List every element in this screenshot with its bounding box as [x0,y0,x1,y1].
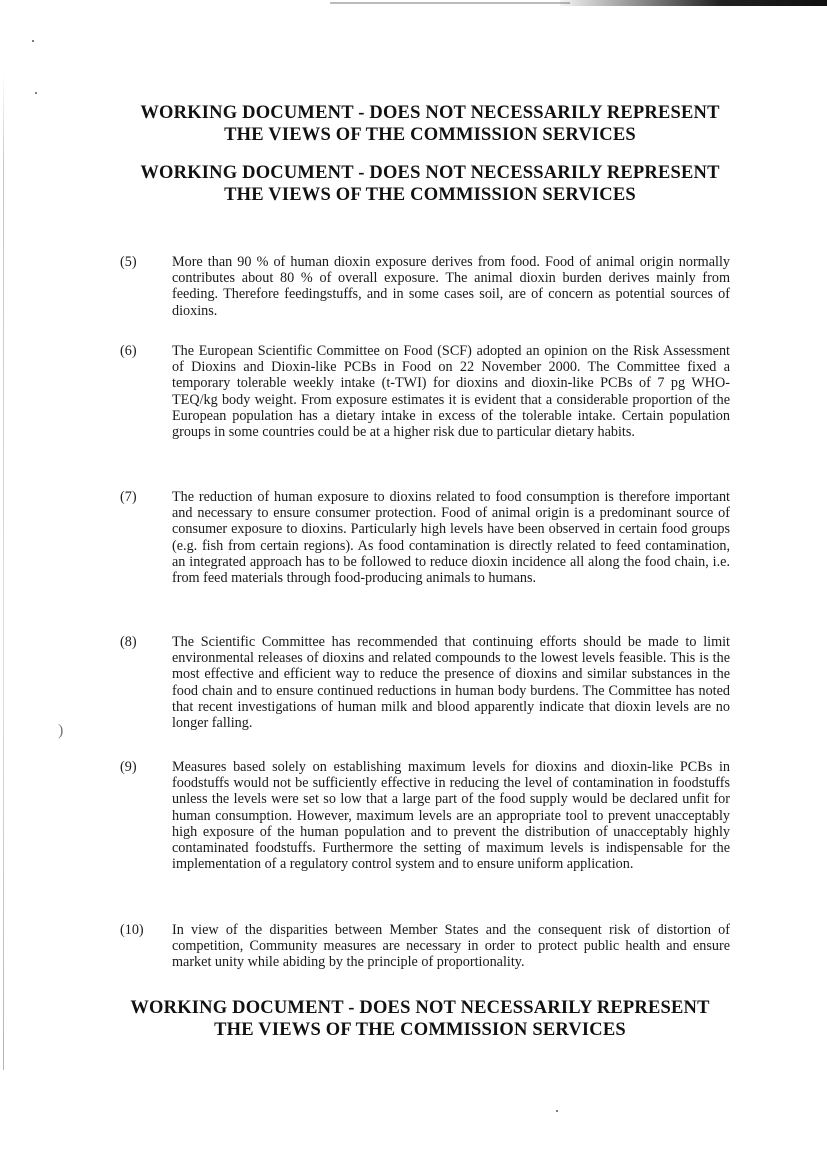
paragraph-number: (6) [120,343,137,359]
banner-line: THE VIEWS OF THE COMMISSION SERVICES [224,125,636,145]
banner-line: WORKING DOCUMENT - DOES NOT NECESSARILY REPRESENT [140,163,720,183]
paragraph-number: (5) [120,254,137,270]
paragraph-text: The Scientific Committee has recommended that continuing efforts should be made to limit environmental releases of dioxins and related compounds to the lowest levels feasible. This is the most effective and efficient way to reduce the presence of dioxins and similar substances in the food chain and to ensure continued reductions in human body burdens. The Committee has noted that recent investigations of human milk and blood apparently indicate that dioxin levels are no longer falling. [172,634,730,732]
scan-speck [32,40,34,42]
scan-speck [35,92,37,94]
header-banner-2 [100,162,760,206]
paragraph-text: Measures based solely on establishing maximum levels for dioxins and dioxin-like PCBs in foodstuffs would not be sufficiently effective in reducing the level of contamination in foodstuffs unless the levels were set so low that a large part of the food supply would be declared unfit for human consumption. However, maximum levels are an appropriate tool to prevent unacceptably high exposure of the human population and to prevent the distribution of unacceptably highly contaminated foodstuffs. Furthermore the setting of maximum levels is indispensable for the implementation of a regulatory control system and to ensure uniform application. [172,759,730,873]
paragraph-9 [120,759,730,872]
paragraph-10 [120,922,730,971]
banner-line: THE VIEWS OF THE COMMISSION SERVICES [214,1020,626,1040]
footer-banner [90,997,750,1041]
paragraph-text: The European Scientific Committee on Food (SCF) adopted an opinion on the Risk Assessment of Dioxins and Dioxin-like PCBs in Food on 22 November 2000. The Committee fixed a temporary tolerable weekly intake (t-TWI) for dioxins and dioxin-like PCBs of 7 pg WHO-TEQ/kg body weight. From exposure estimates it is evident that a considerable proportion of the European population has a dietary intake in excess of the tolerable intake. Certain population groups in some countries could be at a higher risk due to particular dietary habits. [172,343,730,441]
paragraph-number: (7) [120,489,137,505]
scan-artifact-edge [3,70,4,1070]
paragraph-number: (8) [120,634,137,650]
paragraph-text: The reduction of human exposure to dioxins related to food consumption is therefore important and necessary to ensure consumer protection. Food of animal origin is a predominant source of consumer exposure to dioxins. Particularly high levels have been observed in certain food groups (e.g. fish from certain regions). As food contamination is directly related to feed contamination, an integrated approach has to be followed to reduce dioxin incidence all along the food chain, i.e. from feed materials through food-producing animals to humans. [172,489,730,587]
scan-artifact-bar [560,0,827,6]
scan-artifact-mark: ) [58,722,64,739]
paragraph-8 [120,634,730,731]
paragraph-number: (9) [120,759,137,775]
paragraph-text: In view of the disparities between Member States and the consequent risk of distortion of competition, Community measures are necessary in order to protect public health and ensure market unity while abiding by the principle of proportionality. [172,922,730,971]
banner-line: WORKING DOCUMENT - DOES NOT NECESSARILY REPRESENT [130,998,710,1018]
header-banner-1 [100,102,760,146]
paragraph-number: (10) [120,922,144,938]
paragraph-5 [120,254,730,319]
scan-artifact-line [330,2,570,4]
paragraph-text: More than 90 % of human dioxin exposure derives from food. Food of animal origin normally contributes about 80 % of overall exposure. The animal dioxin burden derives mainly from feeding. Therefore feedingstuffs, and in some cases soil, are of concern as potential sources of dioxins. [172,254,730,319]
scan-speck [556,1110,558,1112]
paragraph-7 [120,489,730,586]
paragraph-6 [120,343,730,440]
banner-line: WORKING DOCUMENT - DOES NOT NECESSARILY REPRESENT [140,103,720,123]
banner-line: THE VIEWS OF THE COMMISSION SERVICES [224,185,636,205]
